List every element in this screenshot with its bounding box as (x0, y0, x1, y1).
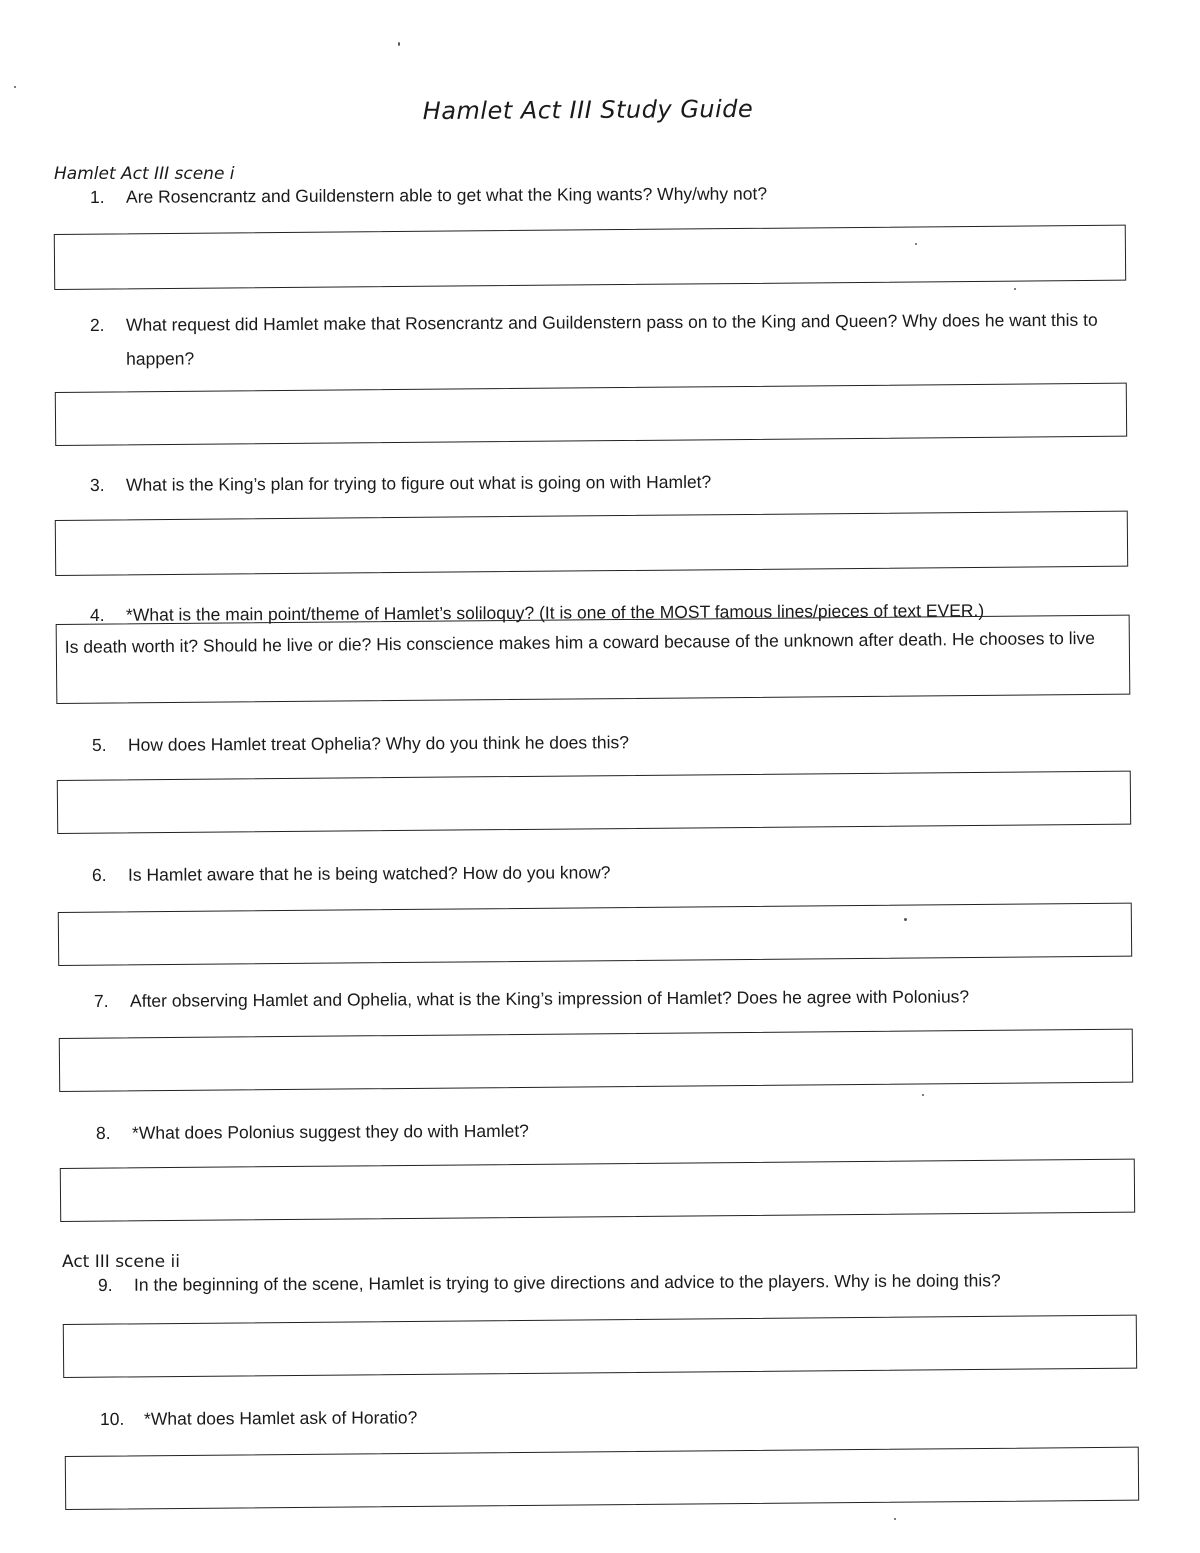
section-heading-scene-ii: Act III scene ii (62, 1252, 180, 1272)
question-text: *What does Hamlet ask of Horatio? (143, 1407, 418, 1429)
question-number: 7. (93, 990, 109, 1011)
question-6 (92, 853, 1128, 892)
question-text: *What is the main point/theme of Hamlet’s soliloquy? (It is one of the MOST famous lines/pieces of text EVER.) (125, 600, 985, 625)
question-text: What request did Hamlet make that Rosencrantz and Guildenstern pass on to the King and Queen? Why does he want this to happen? (125, 309, 1098, 369)
scan-speck (1014, 288, 1016, 290)
answer-box-8[interactable] (60, 1159, 1135, 1222)
question-text: In the beginning of the scene, Hamlet is trying to give directions and advice to the players. Why is he doing this? (133, 1270, 1001, 1295)
answer-text (68, 1038, 1118, 1047)
answer-text (67, 912, 1117, 921)
question-number: 4. (89, 604, 105, 625)
question-number: 10. (99, 1408, 125, 1429)
question-number: 8. (95, 1122, 111, 1143)
question-number: 6. (91, 864, 107, 885)
answer-box-5[interactable] (57, 771, 1131, 834)
answer-text (64, 520, 1113, 529)
question-2 (90, 303, 1126, 376)
question-text: After observing Hamlet and Ophelia, what is the King’s impression of Hamlet? Does he agree with Polonius? (129, 986, 970, 1011)
question-number: 2. (89, 314, 105, 336)
question-7 (94, 979, 1130, 1018)
scan-speck (922, 1094, 924, 1096)
question-number: 3. (89, 474, 105, 495)
scan-speck (398, 42, 400, 46)
answer-box-1[interactable] (54, 225, 1126, 290)
question-text: How does Hamlet treat Ophelia? Why do you think he does this? (127, 732, 630, 755)
question-text: Are Rosencrantz and Guildenstern able to get what the King wants? Why/why not? (125, 183, 768, 207)
question-3 (90, 463, 1126, 502)
scan-speck (14, 86, 16, 88)
answer-box-2[interactable] (55, 383, 1127, 446)
question-9 (98, 1263, 1138, 1302)
answer-text (66, 780, 1116, 789)
answer-text (72, 1324, 1122, 1333)
question-text: *What does Polonius suggest they do with Hamlet? (131, 1120, 529, 1143)
question-5 (92, 723, 1128, 762)
answer-text: Is death worth it? Should he live or die? His conscience makes him a coward because of the unknown after death. He chooses to live (64, 627, 1096, 657)
question-number: 5. (91, 734, 107, 755)
answer-box-9[interactable] (63, 1315, 1137, 1378)
answer-box-4[interactable] (56, 615, 1131, 704)
question-number: 9. (97, 1274, 113, 1295)
scan-speck (915, 243, 917, 245)
page-title: Hamlet Act III Study Guide (422, 94, 754, 126)
scan-speck (904, 918, 907, 921)
answer-text (74, 1456, 1124, 1465)
question-1 (90, 175, 1120, 214)
answer-box-3[interactable] (55, 511, 1128, 576)
answer-box-6[interactable] (58, 903, 1132, 966)
answer-box-7[interactable] (59, 1029, 1133, 1092)
scan-speck (894, 1518, 896, 1520)
answer-text (63, 234, 1111, 243)
question-8 (96, 1111, 1132, 1150)
answer-text (69, 1168, 1120, 1177)
question-number: 1. (89, 186, 105, 207)
question-text: What is the King’s plan for trying to figure out what is going on with Hamlet? (125, 471, 712, 495)
question-text: Is Hamlet aware that he is being watched? How do you know? (127, 862, 611, 885)
answer-text (64, 392, 1112, 401)
section-heading-scene-i: Hamlet Act III scene i (54, 164, 235, 184)
question-10 (100, 1397, 1136, 1436)
answer-box-10[interactable] (65, 1447, 1139, 1510)
